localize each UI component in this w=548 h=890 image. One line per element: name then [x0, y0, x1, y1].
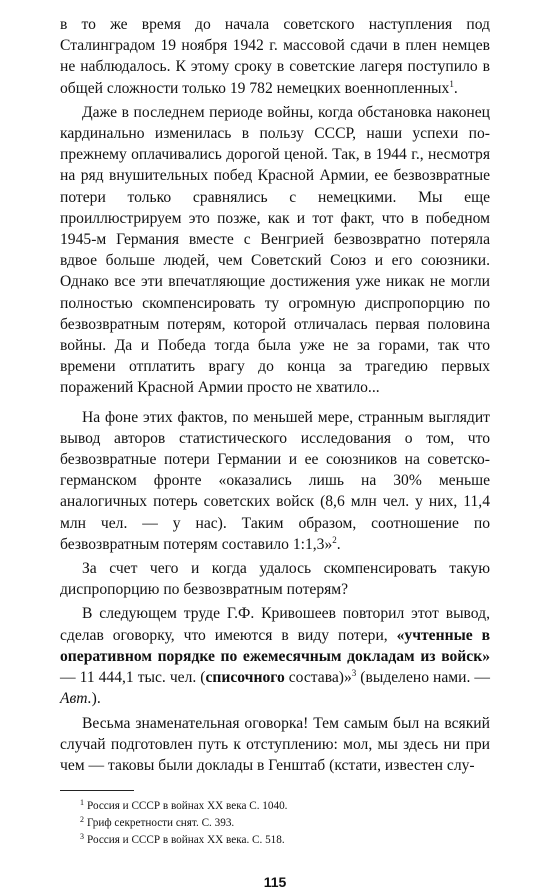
text-run: В следующем труде Г.Ф. Кривошеев повторил этот вывод, сделав оговорку, что имеются в виду потери, [60, 605, 490, 644]
book-page [60, 14, 490, 890]
bold-text: «учтенные в оперативном порядке по ежемесячным докладам из войск» [60, 626, 490, 665]
footnote-number: 3 [80, 832, 84, 842]
footnote-ref: 3 [351, 668, 357, 679]
text-run: (выделено нами. — [356, 669, 490, 687]
footnote [80, 815, 490, 832]
paragraph [60, 407, 490, 555]
text-run: состава)» [284, 669, 352, 687]
footnotes [60, 798, 490, 849]
footnote-text: Гриф секретности снят. С. 393. [87, 817, 235, 830]
text-run: в то же время до начала советского наступления под Сталинградом 19 ноября 1942 г. массовой сдачи в плен немцев не наблюдалось. К этому сроку в советские лагеря поступило в общей сложности только 19 782 немецких военнопленных [60, 16, 490, 97]
bold-text: списочного [205, 669, 285, 687]
paragraph [60, 558, 490, 600]
paragraph [60, 713, 490, 777]
text-run: За счет чего и когда удалось скомпенсировать такую диспропорцию по безвозвратным потерям? [60, 560, 490, 599]
text-run: Весьма знаменательная оговорка! Тем самым был на всякий случай подготовлен путь к отступлению: мол, мы здесь ни при чем — таковы были доклады в Генштаб (кстати, известен слу- [60, 714, 490, 774]
footnote-ref: 2 [332, 534, 337, 545]
footnote-text: Россия и СССР в войнах XX века. С. 518. [87, 834, 285, 847]
text-run: . [336, 535, 341, 553]
footnote [80, 798, 490, 815]
footnote-number: 2 [80, 815, 84, 825]
italic-text: Авт. [60, 690, 92, 708]
footnote-divider [60, 790, 134, 791]
footnote-number: 1 [80, 798, 84, 808]
paragraph [60, 14, 490, 99]
paragraph [60, 603, 490, 709]
paragraph [60, 102, 490, 399]
text-run: — 11 444,1 тыс. чел. ( [60, 669, 206, 687]
text-run: На фоне этих фактов, по меньшей мере, странным выглядит вывод авторов статистического исследования о том, что безвозвратные потери Германии и ее союзников на советско-германском фронте «оказались лишь на 30% меньше аналогичных потерь советских войск (8,6 млн чел. у них, 11,4 млн чел. — у нас). Таким образом, соотношение по безвозвратным потерям составило 1:1,3» [60, 408, 490, 553]
main-text [60, 14, 490, 776]
text-run: . [453, 79, 458, 97]
footnote-text: Россия и СССР в войнах XX века С. 1040. [87, 800, 288, 813]
text-run: Даже в последнем периоде войны, когда обстановка наконец кардинально изменилась в пользу СССР, наши успехи по-прежнему оплачивались дорогой ценой. Так, в 1944 г., несмотря на ряд внушительных побед Красной Армии, ее безвозвратные потери только сравнялись с немецкими. Мы еще проиллюстрируем это позже, как и тот факт, что в победном 1945-м Германия вместе с Венгрией безвозвратно потеряла вдвое больше людей, чем Советский Союз и его союзники. Однако все эти впечатляющие достижения уже никак не могли полностью скомпенсировать ту огромную диспропорцию по безвозвратным потерям, которой отличалась первая половина войны. Да и Победа тогда была уже не за горами, так что времени отплатить врагу до конца за трагедию первых поражений Красной Армии просто не хватило... [60, 103, 490, 397]
page-number: 115 [263, 874, 287, 890]
footnote [80, 832, 490, 849]
text-run: ). [91, 690, 101, 708]
footnote-ref: 1 [449, 78, 454, 89]
